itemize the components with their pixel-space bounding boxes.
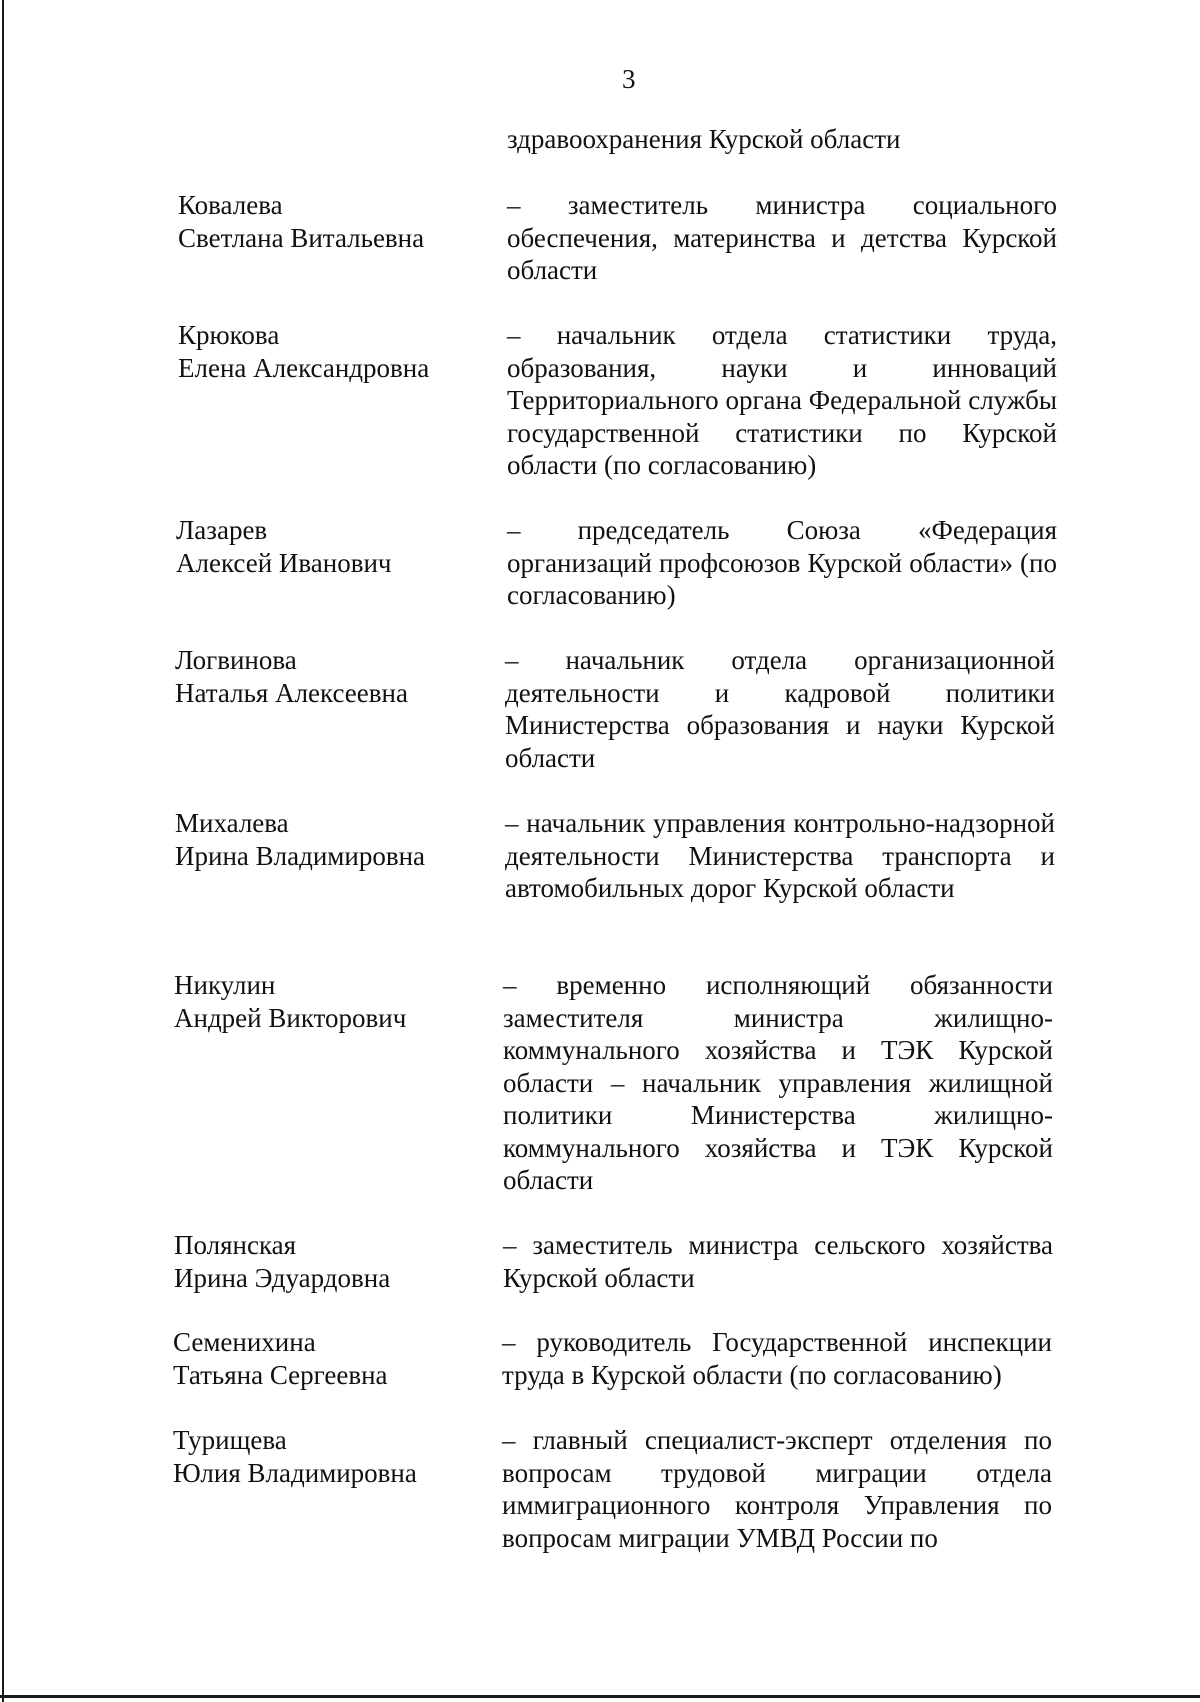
member-role: – главный специалист-эксперт отделения по вопросам трудовой миграции отдела иммиграционного контроля Управления по вопросам миграции УМВД России по [502, 1425, 1052, 1553]
member-role: – руководитель Государственной инспекции труда в Курской области (по согласованию) [502, 1327, 1052, 1390]
member-surname: Логвинова [175, 645, 297, 675]
member-given-names: Юлия Владимировна [173, 1457, 417, 1488]
member-name [175, 807, 495, 872]
member-role: – начальник управления контрольно-надзорной деятельности Министерства транспорта и автомобильных дорог Курской области [505, 808, 1055, 903]
member-surname: Михалева [175, 808, 289, 838]
member-role: – начальник отдела организационной деятельности и кадровой политики Министерства образования и науки Курской области [505, 645, 1055, 773]
member-role: – заместитель министра сельского хозяйства Курской области [503, 1230, 1053, 1293]
member-name [178, 189, 498, 254]
member-name [173, 1424, 493, 1489]
member-name [174, 1229, 494, 1294]
member-name [173, 1326, 493, 1391]
member-given-names: Елена Александровна [178, 352, 430, 383]
member-given-names: Ирина Эдуардовна [174, 1262, 391, 1293]
member-given-names: Светлана Витальевна [178, 222, 425, 253]
page-number: 3 [622, 64, 636, 94]
continued-role-text: здравоохранения Курской области [507, 124, 901, 154]
member-name [175, 644, 495, 709]
member-given-names: Татьяна Сергеевна [173, 1359, 388, 1390]
member-role: – начальник отдела статистики труда, образования, науки и инноваций Территориального органа Федеральной службы государственной статистики по Курской области (по согласованию) [507, 320, 1057, 480]
member-given-names: Наталья Алексеевна [175, 677, 408, 708]
member-name [174, 969, 494, 1034]
member-given-names: Ирина Владимировна [175, 840, 426, 871]
member-surname: Ковалева [178, 190, 283, 220]
member-name [178, 319, 498, 384]
member-surname: Крюкова [178, 320, 280, 350]
member-surname: Лазарев [176, 515, 268, 545]
member-surname: Никулин [174, 970, 276, 1000]
member-role: – временно исполняющий обязанности заместителя министра жилищно-коммунального хозяйства и ТЭК Курской области – начальник управления жилищной политики Министерства жилищно-коммунального хозяйства и ТЭК Курской области [503, 970, 1053, 1195]
member-given-names: Андрей Викторович [174, 1002, 407, 1033]
member-surname: Турищева [173, 1425, 287, 1455]
member-surname: Полянская [174, 1230, 297, 1260]
member-name [176, 514, 496, 579]
member-surname: Семенихина [173, 1327, 316, 1357]
bottom-border-line [0, 1695, 1200, 1698]
left-border-line [2, 0, 4, 1702]
member-given-names: Алексей Иванович [176, 547, 392, 578]
member-role: – председатель Союза «Федерация организаций профсоюзов Курской области» (по согласованию) [507, 515, 1057, 610]
member-role: – заместитель министра социального обеспечения, материнства и детства Курской области [507, 190, 1057, 285]
